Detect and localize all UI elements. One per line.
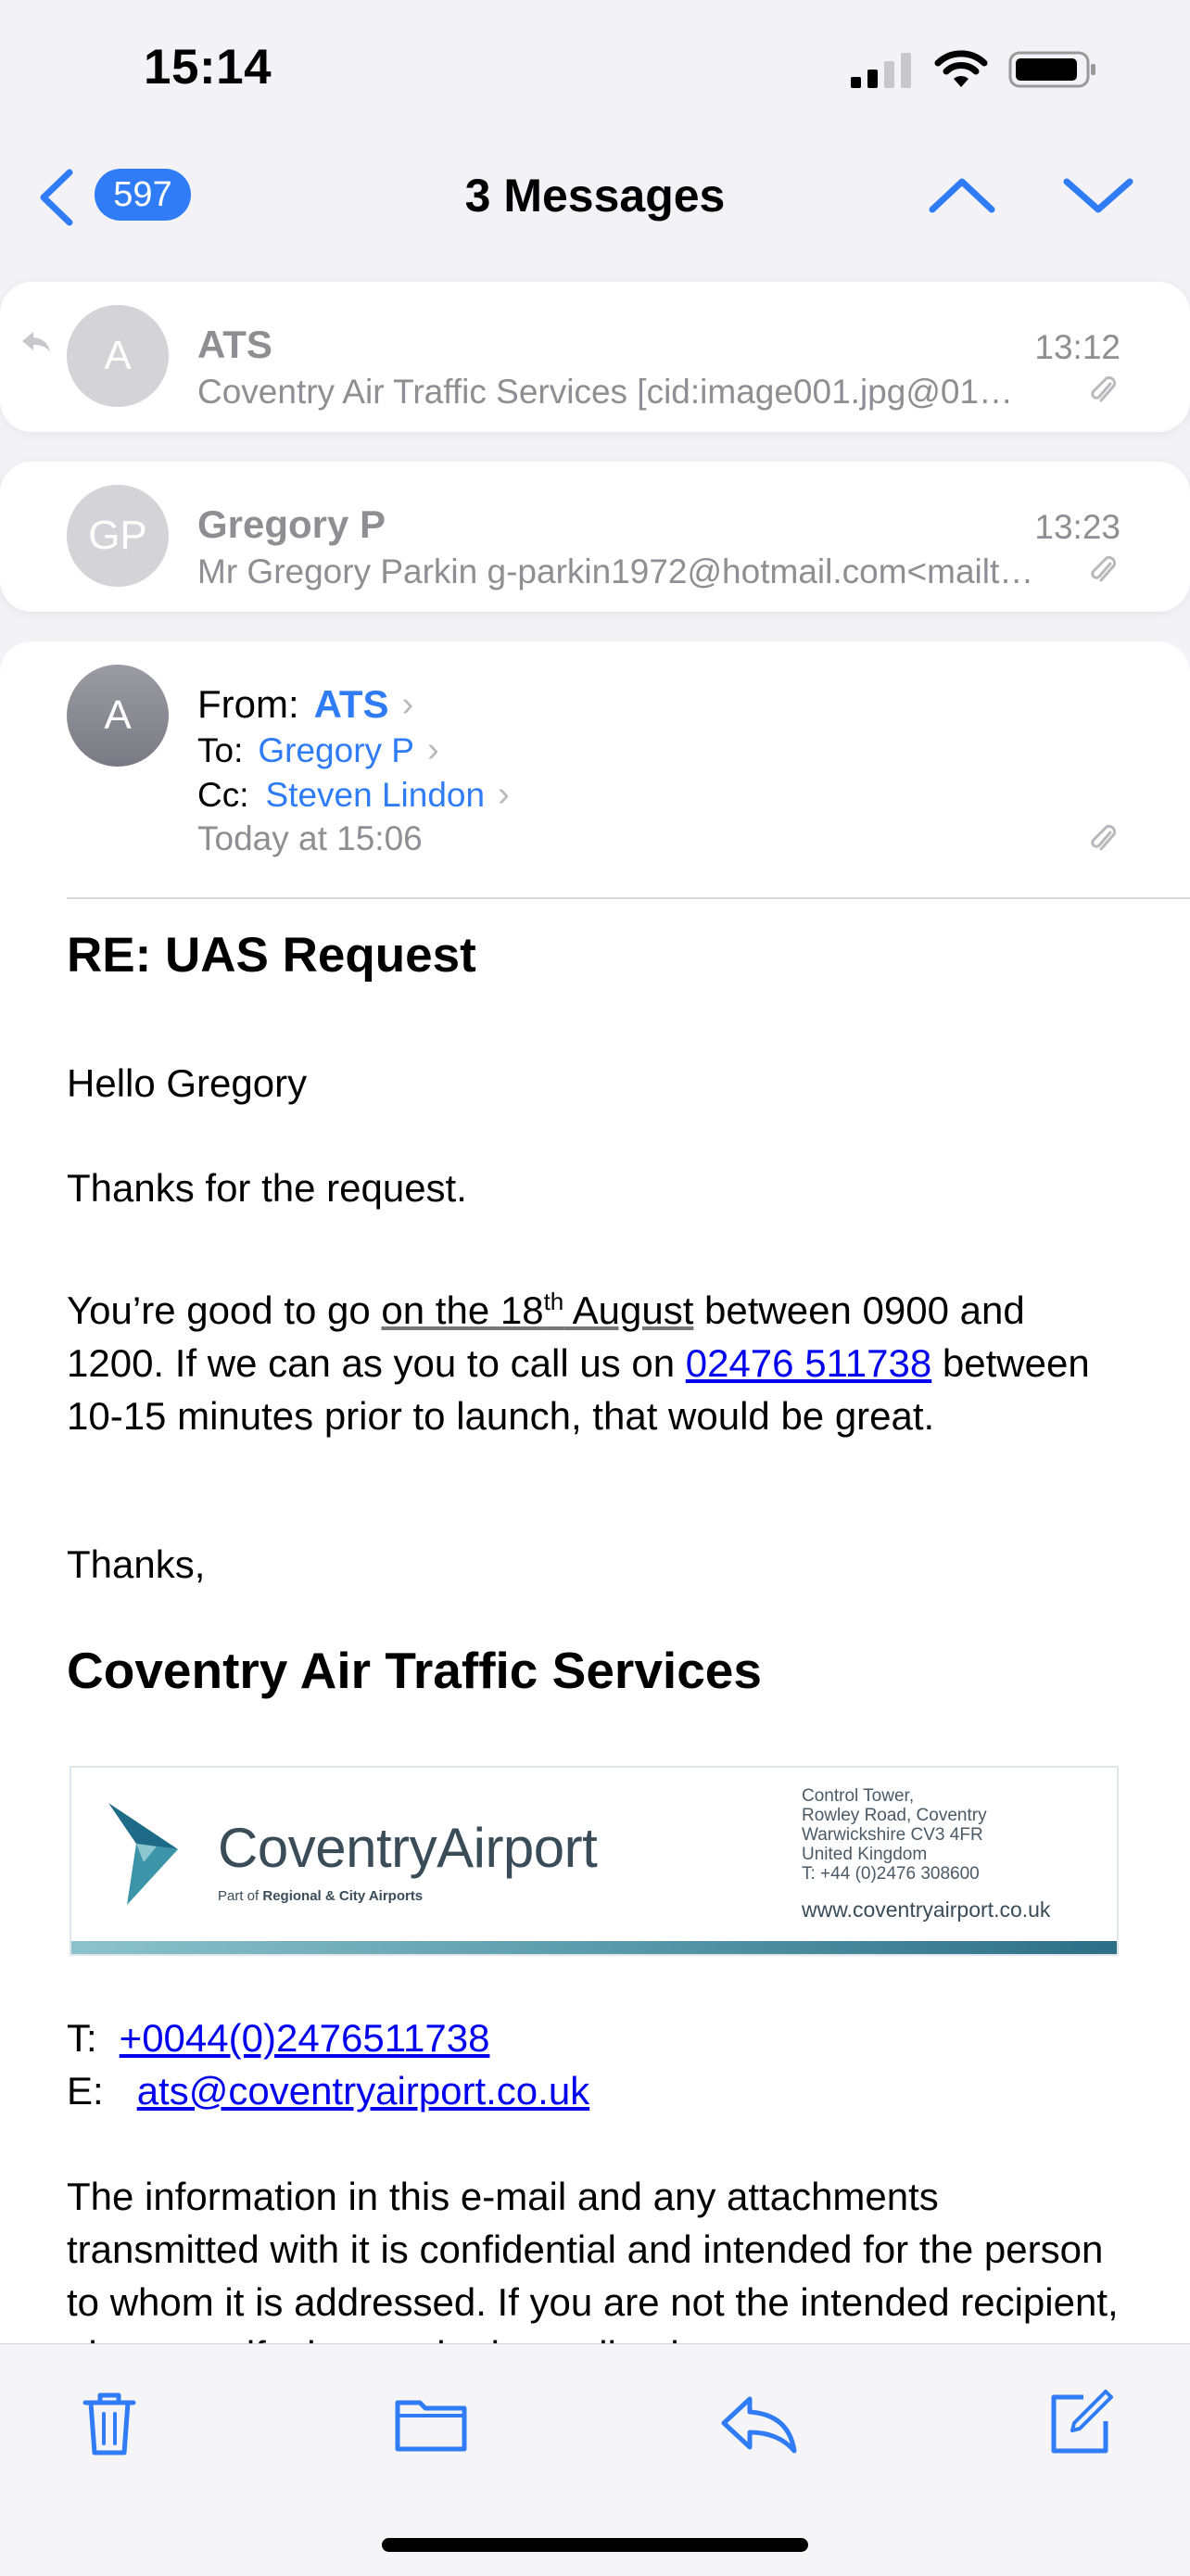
- body-paragraph: [67, 1275, 1133, 1442]
- signoff: Thanks,: [67, 1542, 206, 1586]
- text: Part of: [218, 1888, 263, 1904]
- chevron-right-icon: ›: [498, 775, 510, 814]
- message-date: Today at 15:06: [197, 819, 423, 857]
- text: You’re good to go: [67, 1288, 382, 1332]
- from-row: [197, 682, 413, 727]
- wifi-icon: [934, 50, 988, 89]
- contact-email-row: [67, 2064, 1133, 2117]
- text: th: [543, 1288, 564, 1315]
- body-line: Thanks for the request.: [67, 1166, 467, 1210]
- brand-subtitle: [218, 1888, 423, 1904]
- banner-website: www.coventryairport.co.uk: [802, 1897, 1051, 1922]
- to-recipient[interactable]: Gregory P: [258, 730, 414, 769]
- text: August: [563, 1288, 694, 1332]
- cc-recipient[interactable]: Steven Lindon: [265, 775, 486, 814]
- message-preview: Coventry Air Traffic Services [cid:image001.jpg@01…: [197, 373, 1014, 411]
- chevron-up-icon[interactable]: [927, 167, 997, 224]
- status-icons: [851, 46, 1097, 93]
- address-line: Rowley Road, Coventry: [802, 1806, 987, 1825]
- thread-message-ats[interactable]: [0, 282, 1190, 432]
- address-line: Control Tower,: [802, 1786, 915, 1806]
- phone-link[interactable]: 02476 511738: [685, 1341, 932, 1385]
- greeting: Hello Gregory: [67, 1061, 308, 1105]
- to-label: To:: [197, 730, 244, 769]
- page-title: 3 Messages: [464, 170, 726, 222]
- navigation-bar: [0, 148, 1190, 250]
- email-label: E:: [67, 2069, 104, 2113]
- unread-count-badge[interactable]: 597: [95, 169, 191, 221]
- sender-name: Gregory P: [197, 502, 386, 546]
- contact-phone-link[interactable]: +0044(0)2476511738: [119, 2016, 490, 2060]
- trash-icon[interactable]: [72, 2386, 146, 2460]
- chevron-right-icon: ›: [401, 684, 414, 724]
- folder-icon[interactable]: [392, 2386, 470, 2460]
- address-line: T: +44 (0)2476 308600: [802, 1864, 980, 1884]
- message-time: 13:23: [1034, 508, 1120, 546]
- status-time: 15:14: [144, 40, 272, 95]
- from-label: From:: [197, 682, 299, 726]
- banner-stripe: [71, 1941, 1117, 1954]
- message-preview: Mr Gregory Parkin g-parkin1972@hotmail.com<mailt…: [197, 552, 1034, 590]
- address-line: Warwickshire CV3 4FR: [802, 1825, 983, 1845]
- compose-icon[interactable]: [1043, 2386, 1117, 2460]
- text: between 10-15 minutes prior to launch, that would be great.: [67, 1341, 1090, 1438]
- from-sender[interactable]: ATS: [313, 682, 389, 726]
- paperclip-icon: [1090, 554, 1118, 586]
- address-line: United Kingdom: [802, 1845, 928, 1864]
- disclaimer: The information in this e-mail and any attachments transmitted with it is confidential and intended for the person to whom it is addressed. If you are not the intended recipient,: [67, 2175, 1119, 2324]
- signature-name: Coventry Air Traffic Services: [67, 1642, 762, 1699]
- header-divider: [67, 897, 1190, 899]
- chevron-right-icon: ›: [426, 730, 439, 769]
- reply-indicator-icon: [19, 328, 54, 356]
- brand-name: CoventryAirport: [218, 1817, 598, 1879]
- phone-label: T:: [67, 2016, 97, 2060]
- text: on the 18: [381, 1288, 544, 1332]
- signature-banner: [70, 1766, 1119, 1956]
- contact-email-link[interactable]: ats@coventryairport.co.uk: [136, 2069, 590, 2113]
- thread-message-gregory[interactable]: [0, 462, 1190, 612]
- status-bar: [0, 0, 1190, 139]
- banner-address: [802, 1786, 987, 1884]
- battery-icon: [1008, 49, 1097, 90]
- text: between 0900 and 1200. If we can as you to call us on: [67, 1288, 1025, 1385]
- sender-name: ATS: [197, 323, 272, 366]
- text: Regional & City Airports: [262, 1888, 424, 1904]
- message-time: 13:12: [1034, 328, 1120, 366]
- paperclip-icon: [1090, 374, 1118, 406]
- date-detected[interactable]: [381, 1288, 693, 1332]
- avatar: A: [67, 305, 169, 407]
- cc-row: [197, 775, 510, 815]
- message-subject: RE: UAS Request: [67, 928, 476, 983]
- to-row: [197, 730, 439, 770]
- cellular-signal-icon: [851, 51, 914, 88]
- coventry-airport-logo: [99, 1796, 210, 1907]
- reply-icon[interactable]: [716, 2386, 800, 2460]
- contact-phone-row: [67, 2011, 1133, 2064]
- home-indicator[interactable]: [382, 2538, 808, 2552]
- avatar: GP: [67, 485, 169, 587]
- cc-label: Cc:: [197, 775, 249, 814]
- avatar: A: [67, 665, 169, 767]
- paperclip-icon: [1090, 823, 1118, 855]
- chevron-down-icon[interactable]: [1061, 167, 1135, 224]
